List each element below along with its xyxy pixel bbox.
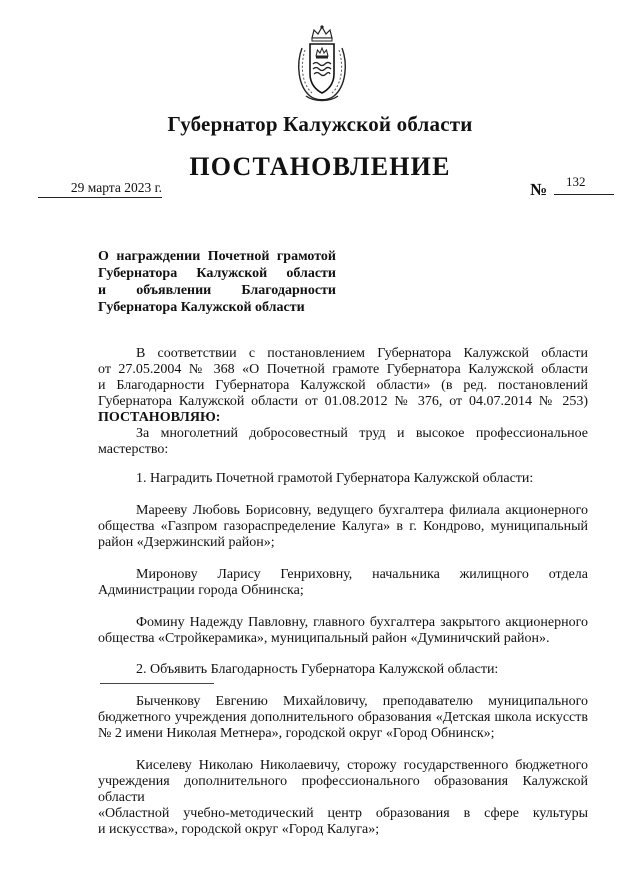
preamble-line: Губернатора Калужской области от 01.08.2012 № 376, от 04.07.2014 № 253) [98,394,588,409]
entry-line: бюджетного учреждения дополнительного образования «Детская школа искусств [98,710,588,725]
entry-line: учреждения дополнительного профессионального образования Калужской области [98,774,588,805]
preamble-line: и Благодарности Губернатора Калужской области» (в ред. постановлений [98,378,588,393]
date-underline [38,197,162,198]
document-date-field [38,180,162,198]
entry-line: «Областной учебно-методический центр образования в сфере культуры [98,806,588,821]
award-entry [98,615,588,647]
preamble [98,346,588,458]
entry-line: Миронову Ларису Генриховну, начальника жилищного отдела [136,567,588,582]
entry-line: общества «Газпром газораспределение Калуга» в г. Кондрово, муниципальный [98,519,588,534]
entry-line: и искусства», городской округ «Город Калуга»; [98,822,380,837]
entry-line: Марееву Любовь Борисовну, ведущего бухгалтера филиала акционерного [136,503,588,518]
subject-line: Губернатора Калужской области [98,300,305,315]
document-number: 132 [566,174,586,189]
entry-line: Фомину Надежду Павловну, главного бухгалтера закрытого акционерного [136,615,588,630]
section-heading: 1. Наградить Почетной грамотой Губернатора Калужской области: [136,471,534,486]
coat-of-arms-emblem [294,24,350,104]
preamble-line: от 27.05.2004 № 368 «О Почетной грамоте Губернатора Калужской области [98,362,588,377]
reason-line: За многолетний добросовестный труд и высокое профессиональное [136,426,588,441]
award-entry [98,567,588,599]
section-heading [98,662,588,694]
section-heading-text: 2. Объявить Благодарность Губернатора Калужской области: [136,662,499,677]
entry-line: Киселеву Николаю Николаевичу, сторожу государственного бюджетного [136,758,588,773]
document-date: 29 марта 2023 г. [70,180,162,195]
award-entry [98,503,588,551]
issuing-authority: Губернатор Калужской области [167,112,473,136]
number-sign: № [530,180,548,199]
reason-line: мастерство: [98,442,169,457]
subject-line: О награждении Почетной грамотой [98,249,336,264]
document-subject [98,248,336,316]
entry-line: № 2 имени Николая Метнера», городской округ «Город Обнинск»; [98,726,495,741]
section-1-heading [98,471,588,487]
entry-line: Администрации города Обнинска; [98,583,304,598]
resolve-keyword: ПОСТАНОВЛЯЮ: [98,410,221,425]
section-2-heading [98,662,588,694]
document-number-field [530,172,614,198]
entry-line: район «Дзержинский район»; [98,535,275,550]
number-underline [554,194,614,195]
heading-fill-line [100,683,214,684]
preamble-line: В соответствии с постановлением Губернатора Калужской области [136,346,588,361]
gratitude-entry [98,758,588,838]
entry-line: общества «Стройкерамика», муниципальный район «Думиничский район». [98,631,550,646]
subject-line: и объявлении Благодарности [98,283,336,298]
document-type-title: ПОСТАНОВЛЕНИЕ [189,152,451,181]
subject-line: Губернатора Калужской области [98,266,336,281]
entry-line: Быченкову Евгению Михайловичу, преподавателю муниципального [136,694,588,709]
gratitude-entry [98,694,588,742]
